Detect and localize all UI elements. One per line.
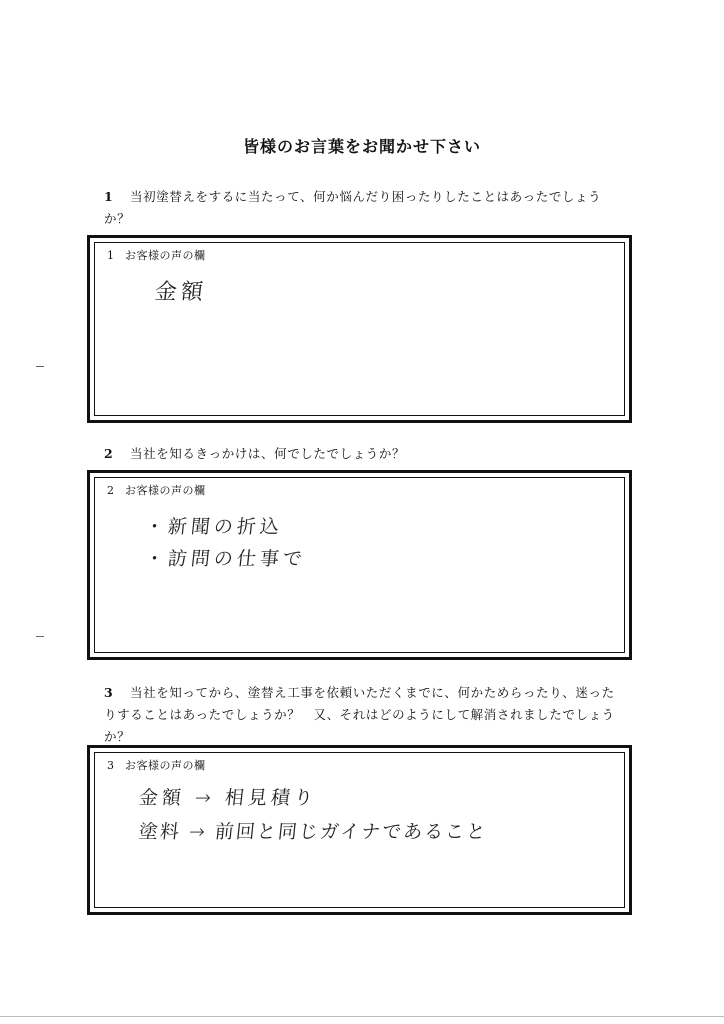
handwritten-answer: 金額 xyxy=(153,280,209,305)
answer-box-inner xyxy=(94,752,625,908)
question-3 xyxy=(104,682,624,748)
margin-tick xyxy=(36,366,44,367)
box-label-number: 3 xyxy=(107,759,115,772)
question-1 xyxy=(104,186,624,230)
question-text-line: りすることはあったでしょうか？ 又、それはどのようにして解消されましたでしょう xyxy=(104,707,615,722)
box-label xyxy=(107,757,206,773)
box-label-text: お客様の声の欄 xyxy=(125,759,206,772)
question-text-line: か？ xyxy=(104,729,131,744)
handwritten-answer: 塗料 → 前回と同じガイナであること xyxy=(137,821,489,843)
box-label-text: お客様の声の欄 xyxy=(125,249,206,262)
answer-box-1 xyxy=(87,235,632,423)
question-number: 3 xyxy=(104,685,114,700)
handwritten-answer: ・訪問の仕事で xyxy=(143,548,308,570)
box-label-number: 1 xyxy=(107,249,115,262)
box-label xyxy=(107,482,206,498)
answer-box-2 xyxy=(87,470,632,660)
answer-box-3 xyxy=(87,745,632,915)
box-label-text: お客様の声の欄 xyxy=(125,484,206,497)
box-label xyxy=(107,247,206,263)
margin-tick xyxy=(36,636,44,637)
scan-edge-line xyxy=(0,1016,724,1017)
question-text-line: 当社を知るきっかけは、何でしたでしょうか？ xyxy=(130,446,406,461)
answer-box-inner xyxy=(94,477,625,653)
handwritten-answer: ・新聞の折込 xyxy=(143,516,285,538)
question-number: 1 xyxy=(104,189,114,204)
question-2 xyxy=(104,443,624,465)
handwritten-answer: 金額 → 相見積り xyxy=(137,787,318,809)
question-text-line: か？ xyxy=(104,211,131,226)
question-text-line: 当社を知ってから、塗替え工事を依頼いただくまでに、何かためらったり、迷った xyxy=(130,685,615,700)
page-title: 皆様のお言葉をお聞かせ下さい xyxy=(242,137,481,156)
answer-box-inner xyxy=(94,242,625,416)
box-label-number: 2 xyxy=(107,484,115,497)
question-number: 2 xyxy=(104,446,114,461)
question-text-line: 当初塗替えをするに当たって、何か悩んだり困ったりしたことはあったでしょう xyxy=(130,189,602,204)
